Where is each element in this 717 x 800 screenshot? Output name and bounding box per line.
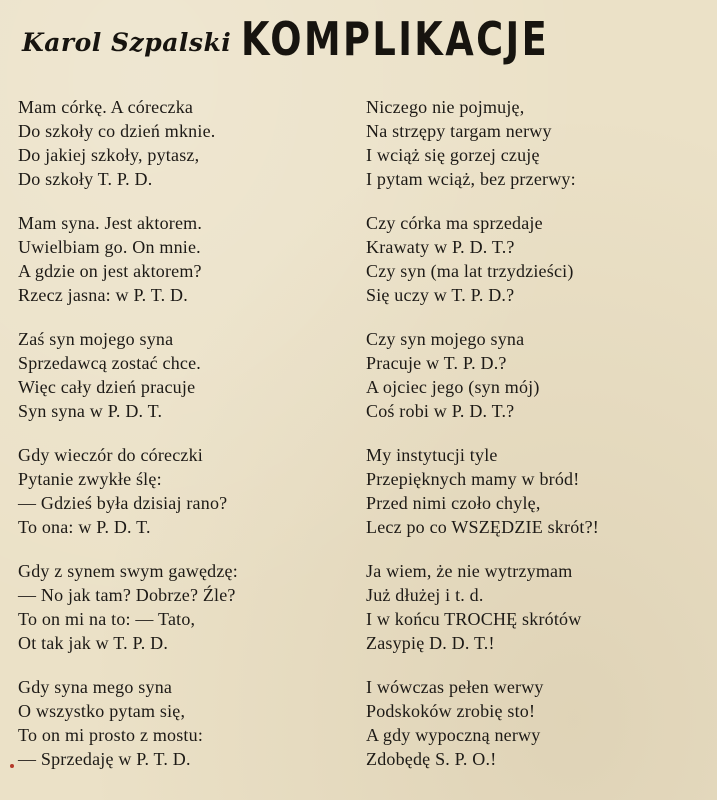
poem-line: O wszystko pytam się, bbox=[18, 701, 186, 721]
poem-line: Przed nimi czoło chylę, bbox=[366, 493, 541, 513]
stanza bbox=[18, 95, 348, 191]
poem-line: A gdy wypoczną nerwy bbox=[366, 725, 541, 745]
stanza bbox=[366, 327, 711, 423]
poem-line: I pytam wciąż, bez przerwy: bbox=[366, 169, 576, 189]
poem-line: Sprzedawcą zostać chce. bbox=[18, 353, 201, 373]
stanza bbox=[366, 95, 711, 191]
poem-line: To on mi prosto z mostu: bbox=[18, 725, 204, 745]
stanza bbox=[366, 443, 711, 539]
poem-line: Gdy syna mego syna bbox=[18, 677, 173, 697]
right-column bbox=[366, 95, 711, 791]
poem-line: Czy syn mojego syna bbox=[366, 329, 525, 349]
poem-line: Się uczy w T. P. D.? bbox=[366, 285, 515, 305]
poem-line: Niczego nie pojmuję, bbox=[366, 97, 525, 117]
poem-line: Pytanie zwykłe ślę: bbox=[18, 469, 162, 489]
left-column bbox=[18, 95, 348, 791]
poem-header bbox=[22, 14, 707, 74]
poem-line: Do jakiej szkoły, pytasz, bbox=[18, 145, 200, 165]
poem-line: Uwielbiam go. On mnie. bbox=[18, 237, 201, 257]
stanza bbox=[18, 675, 348, 771]
poem-line: Gdy wieczór do córeczki bbox=[18, 445, 204, 465]
poem-line: Już dłużej i t. d. bbox=[366, 585, 484, 605]
poem-line: Syn syna w P. D. T. bbox=[18, 401, 163, 421]
poem-line: Zdobędę S. P. O.! bbox=[366, 749, 497, 769]
ink-speck bbox=[10, 764, 14, 768]
poem-line: — Sprzedaję w P. T. D. bbox=[18, 749, 191, 769]
poem-line: — Gdzieś była dzisiaj rano? bbox=[18, 493, 228, 513]
poem-line: Ja wiem, że nie wytrzymam bbox=[366, 561, 573, 581]
poem-line: Czy syn (ma lat trzydzieści) bbox=[366, 261, 574, 281]
poem-line: Coś robi w P. D. T.? bbox=[366, 401, 515, 421]
poem-line: Przepięknych mamy w bród! bbox=[366, 469, 580, 489]
stanza bbox=[366, 211, 711, 307]
poem-line: Krawaty w P. D. T.? bbox=[366, 237, 515, 257]
poem-line: To ona: w P. D. T. bbox=[18, 517, 151, 537]
poem-line: I wciąż się gorzej czuję bbox=[366, 145, 540, 165]
poem-line: Podskoków zrobię sto! bbox=[366, 701, 536, 721]
poem-line: Zasypię D. D. T.! bbox=[366, 633, 495, 653]
poem-line: I w końcu TROCHĘ skrótów bbox=[366, 609, 582, 629]
stanza bbox=[18, 327, 348, 423]
poem-line: Mam syna. Jest aktorem. bbox=[18, 213, 203, 233]
poem-line: Lecz po co WSZĘDZIE skrót?! bbox=[366, 517, 599, 537]
poem-line: — No jak tam? Dobrze? Źle? bbox=[18, 585, 236, 605]
poem-line: Do szkoły co dzień mknie. bbox=[18, 121, 216, 141]
poem-line: A gdzie on jest aktorem? bbox=[18, 261, 202, 281]
poem-line: I wówczas pełen werwy bbox=[366, 677, 544, 697]
poem-line: Więc cały dzień pracuje bbox=[18, 377, 196, 397]
author-name: Karol Szpalski bbox=[22, 28, 232, 57]
stanza bbox=[366, 559, 711, 655]
poem-line: To on mi na to: — Tato, bbox=[18, 609, 196, 629]
poem-line: Gdy z synem swym gawędzę: bbox=[18, 561, 238, 581]
poem-line: My instytucji tyle bbox=[366, 445, 498, 465]
poem-line: Na strzępy targam nerwy bbox=[366, 121, 552, 141]
poem-title: KOMPLIKACJE bbox=[241, 12, 550, 66]
poem-line: Czy córka ma sprzedaje bbox=[366, 213, 543, 233]
poem-line: Do szkoły T. P. D. bbox=[18, 169, 153, 189]
stanza bbox=[366, 675, 711, 771]
poem-line: Zaś syn mojego syna bbox=[18, 329, 174, 349]
poem-line: Pracuje w T. P. D.? bbox=[366, 353, 507, 373]
poem-line: Rzecz jasna: w P. T. D. bbox=[18, 285, 188, 305]
poem-line: Mam córkę. A córeczka bbox=[18, 97, 194, 117]
poem-line: Ot tak jak w T. P. D. bbox=[18, 633, 169, 653]
stanza bbox=[18, 559, 348, 655]
stanza bbox=[18, 443, 348, 539]
poem-line: A ojciec jego (syn mój) bbox=[366, 377, 540, 397]
stanza bbox=[18, 211, 348, 307]
